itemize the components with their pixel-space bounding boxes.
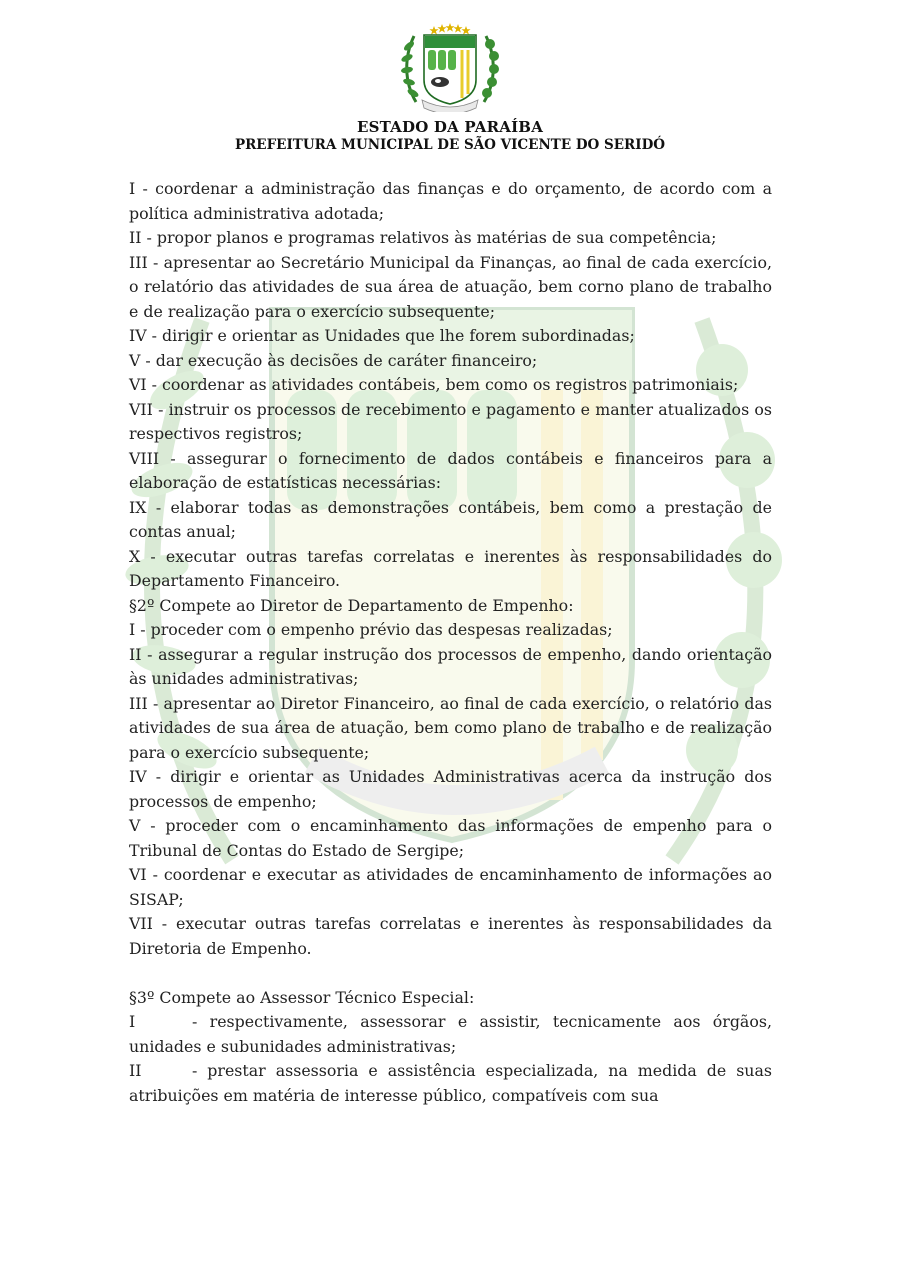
paragraph: VII - executar outras tarefas correlatas e inerentes às responsabilidades da Diretoria de Empenho. [129, 914, 772, 958]
blank-line [129, 961, 772, 986]
paragraph: VII - instruir os processos de recebimento e pagamento e manter atualizados os respectivos registros; [129, 399, 772, 443]
paragraph: VI - coordenar e executar as atividades de encaminhamento de informações ao SISAP; [129, 865, 772, 909]
municipality-heading: PREFEITURA MUNICIPAL DE SÃO VICENTE DO SERIDÓ [234, 137, 666, 153]
section-heading: §3º Compete ao Assessor Técnico Especial: [129, 987, 475, 1007]
paragraph: VI - coordenar as atividades contábeis, bem como os registros patrimoniais; [129, 375, 739, 394]
paragraph: VIII - assegurar o fornecimento de dados contábeis e financeiros para a elaboração de estatísticas necessárias: [129, 448, 772, 492]
document-body [129, 177, 772, 1108]
crest-stars [429, 23, 470, 35]
section-heading: §2º Compete ao Diretor de Departamento de Empenho: [129, 595, 574, 615]
paragraph: II - propor planos e programas relativos às matérias de sua competência; [129, 228, 717, 247]
municipal-crest-logo [398, 22, 502, 112]
paragraph: II - assegurar a regular instrução dos processos de empenho, dando orientação às unidades administrativas; [129, 644, 772, 688]
paragraph: III - apresentar ao Secretário Municipal da Finanças, ao final de cada exercício, o relatório das atividades de sua área de atuação, bem corno plano de trabalho e de realização para o exercício subsequente; [129, 252, 772, 321]
item-number: II [129, 1061, 142, 1080]
paragraph: IV - dirigir e orientar as Unidades que lhe forem subordinadas; [129, 326, 635, 345]
paragraph: V - proceder com o encaminhamento das informações de empenho para o Tribunal de Contas do Estado de Sergipe; [129, 816, 772, 860]
paragraph: X - executar outras tarefas correlatas e inerentes às responsabilidades do Departamento Financeiro. [129, 546, 772, 590]
paragraph [129, 1010, 772, 1059]
item-text: - respectivamente, assessorar e assistir, tecnicamente aos órgãos, unidades e subunidades administrativas; [129, 1012, 772, 1056]
item-text: - prestar assessoria e assistência especializada, na medida de suas atribuições em matéria de interesse público, compatíveis com sua [129, 1061, 772, 1105]
paragraph [129, 1059, 772, 1108]
paragraph: V - dar execução às decisões de caráter financeiro; [129, 350, 538, 370]
item-number: I [129, 1012, 136, 1031]
paragraph: IV - dirigir e orientar as Unidades Administrativas acerca da instrução dos processos de empenho; [129, 767, 772, 811]
paragraph: I - coordenar a administração das finanças e do orçamento, de acordo com a política administrativa adotada; [129, 179, 772, 223]
paragraph: I - proceder com o empenho prévio das despesas realizadas; [129, 620, 613, 639]
paragraph: III - apresentar ao Diretor Financeiro, ao final de cada exercício, o relatório das atividades de sua área de atuação, bem como plano de trabalho e de realização para o exercício subsequente; [129, 693, 772, 762]
state-heading: ESTADO DA PARAÍBA [356, 118, 544, 136]
paragraph: IX - elaborar todas as demonstrações contábeis, bem como a prestação de contas anual; [129, 497, 772, 541]
